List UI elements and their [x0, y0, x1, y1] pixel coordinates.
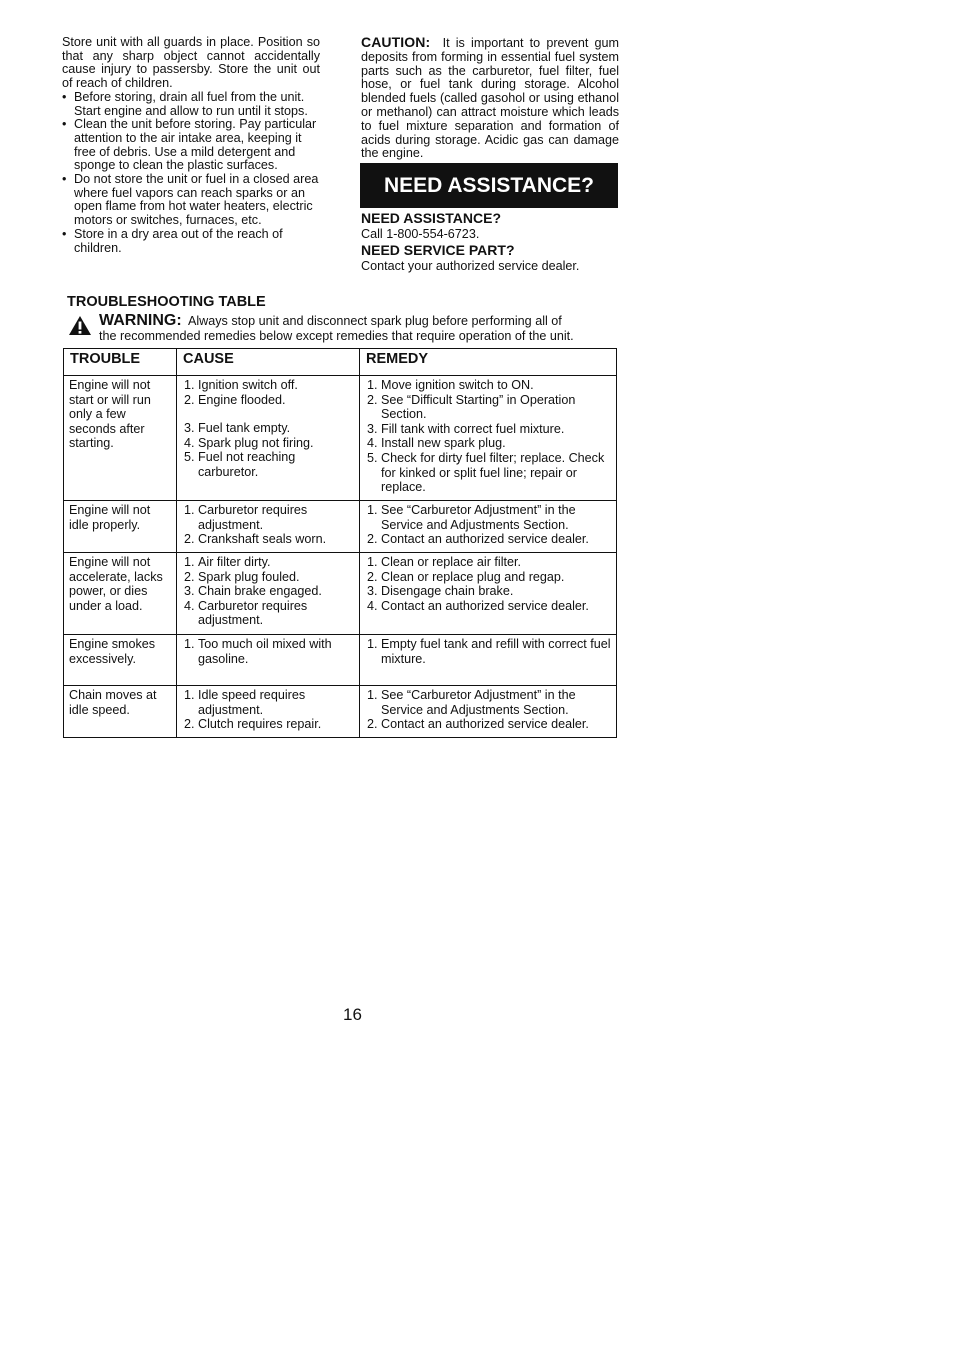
- remedy-item: 2. See “Difficult Starting” in Operation Section.: [367, 392, 576, 422]
- header-remedy: REMEDY: [360, 349, 617, 376]
- table-row: [64, 553, 617, 635]
- remedy-item: 1. See “Carburetor Adjustment” in the Service and Adjustments Section.: [367, 503, 576, 532]
- remedy-cell: [360, 501, 617, 553]
- trouble-cell: Chain moves at idle speed.: [64, 686, 177, 738]
- cause-item: 1. Air filter dirty.: [184, 555, 271, 569]
- service-part-heading: NEED SERVICE PART?: [361, 241, 515, 258]
- cause-cell: [177, 501, 360, 553]
- trouble-cell: Engine will not start or will run only a few seconds after starting.: [64, 376, 177, 501]
- trouble-cell: Engine smokes excessively.: [64, 635, 177, 686]
- cause-cell: [177, 635, 360, 686]
- storage-intro: Store unit with all guards in place. Position so that any sharp object cannot accidentally cause injury to passersby. Store the unit out of reach of children.: [62, 35, 320, 91]
- storage-list: [62, 91, 320, 255]
- page-number: 16: [343, 1005, 362, 1024]
- remedy-item: 2. Contact an authorized service dealer.: [367, 717, 589, 732]
- troubleshooting-table: [63, 348, 617, 738]
- cause-item: 1. Ignition switch off.: [184, 378, 298, 392]
- cause-item: 2. Engine flooded.: [184, 392, 286, 407]
- caution-text: It is important to prevent gum deposits from forming in essential fuel system parts such as the carburetor, fuel filter, fuel hose, or fuel tank during storage. Alcohol blended fuels (called gasohol or using ethanol or methanol) can attract moisture which leads to fuel mixture separation and formation of acids during storage. Acidic gas can damage the engine.: [361, 36, 620, 161]
- remedy-item: 1. Move ignition switch to ON.: [367, 378, 534, 392]
- cause-item: 1. Too much oil mixed with gasoline.: [184, 637, 332, 666]
- cause-item: 5. Fuel not reaching carburetor.: [184, 450, 296, 479]
- assistance-section: [361, 210, 621, 273]
- remedy-item: 2. Contact an authorized service dealer.: [367, 532, 589, 547]
- service-part-text: Contact your authorized service dealer.: [361, 258, 580, 273]
- cause-cell: [177, 376, 360, 501]
- caution-paragraph: [361, 36, 619, 161]
- cause-item: 3. Chain brake engaged.: [184, 584, 322, 599]
- remedy-cell: [360, 635, 617, 686]
- remedy-item: 5. Check for dirty fuel filter; replace. Check for kinked or split fuel line; repair or replace.: [367, 450, 605, 495]
- cause-cell: [177, 553, 360, 635]
- cause-item: 4. Carburetor requires adjustment.: [184, 598, 308, 628]
- remedy-cell: [360, 553, 617, 635]
- caution-label: CAUTION:: [361, 34, 431, 50]
- table-row: [64, 376, 617, 501]
- warning-text-line1: Always stop unit and disconnect spark plug before performing all of: [187, 314, 562, 328]
- header-trouble: TROUBLE: [64, 349, 177, 376]
- warning-label: WARNING:: [99, 312, 182, 329]
- cause-item: 2. Clutch requires repair.: [184, 717, 322, 732]
- remedy-item: 3. Disengage chain brake.: [367, 584, 514, 599]
- troubleshooting-title: TROUBLESHOOTING TABLE: [67, 294, 266, 310]
- table-row: [64, 686, 617, 738]
- cause-item: 1. Carburetor requires adjustment.: [184, 503, 308, 532]
- remedy-item: 4. Contact an authorized service dealer.: [367, 598, 589, 613]
- cause-item: 1. Idle speed requires adjustment.: [184, 688, 306, 717]
- assistance-phone: Call 1-800-554-6723.: [361, 227, 480, 241]
- table-row: [64, 635, 617, 686]
- cause-item: 2. Spark plug fouled.: [184, 569, 300, 584]
- trouble-cell: Engine will not idle properly.: [64, 501, 177, 553]
- remedy-item: 1. Clean or replace air filter.: [367, 555, 521, 569]
- storage-bullet: • Before storing, drain all fuel from the unit. Start engine and allow to run until it stops.: [62, 91, 320, 118]
- header-cause: CAUSE: [177, 349, 360, 376]
- warning-text-line2: the recommended remedies below except remedies that require operation of the unit.: [99, 328, 574, 343]
- warning-triangle-icon: [68, 315, 92, 336]
- cause-cell: [177, 686, 360, 738]
- storage-bullet: • Do not store the unit or fuel in a closed area where fuel vapors can reach sparks or an open flame from hot water heaters, electric motors or switches, furnaces, etc.: [62, 173, 320, 228]
- remedy-item: 4. Install new spark plug.: [367, 436, 506, 451]
- need-assistance-banner: NEED ASSISTANCE?: [360, 163, 618, 208]
- cause-item: 4. Spark plug not firing.: [184, 435, 314, 450]
- table-row: [64, 501, 617, 553]
- cause-item: 2. Crankshaft seals worn.: [184, 532, 327, 547]
- remedy-cell: [360, 686, 617, 738]
- caution-section: [361, 36, 619, 161]
- cause-item: 3. Fuel tank empty.: [184, 421, 291, 436]
- remedy-item: 2. Clean or replace plug and regap.: [367, 569, 565, 584]
- remedy-item: 3. Fill tank with correct fuel mixture.: [367, 421, 565, 436]
- storage-bullet: • Store in a dry area out of the reach of children.: [62, 228, 320, 255]
- trouble-cell: Engine will not accelerate, lacks power, or dies under a load.: [64, 553, 177, 635]
- storage-bullet: • Clean the unit before storing. Pay particular attention to the air intake area, keeping it free of debris. Use a mild detergent and sponge to clean the plastic surfaces.: [62, 118, 320, 173]
- remedy-cell: [360, 376, 617, 501]
- table-header-row: [64, 349, 617, 376]
- storage-section: [62, 36, 320, 255]
- assistance-heading: NEED ASSISTANCE?: [361, 210, 502, 226]
- warning-notice: [68, 314, 616, 343]
- remedy-item: 1. Empty fuel tank and refill with correct fuel mixture.: [367, 637, 611, 666]
- remedy-item: 1. See “Carburetor Adjustment” in the Service and Adjustments Section.: [367, 688, 576, 717]
